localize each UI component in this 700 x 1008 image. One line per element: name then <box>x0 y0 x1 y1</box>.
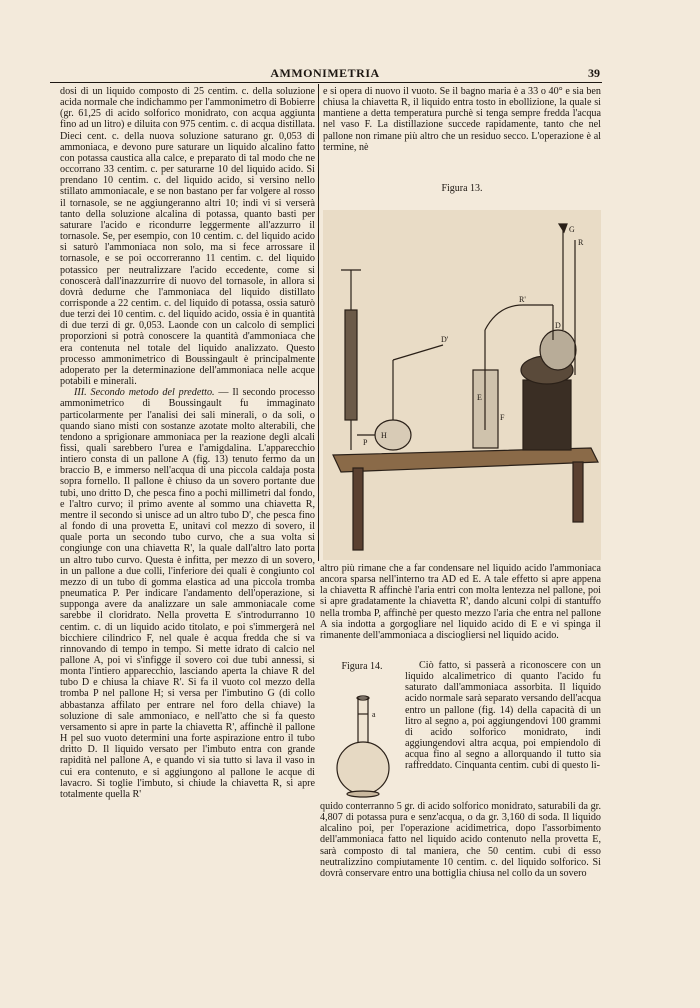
figure-13-caption: Figura 13. <box>441 183 483 194</box>
fig13-label-F: F <box>500 413 505 422</box>
right-paragraph-4: quido conterranno 5 gr. di acido solforico monidrato, saturabili da gr. 4,807 di potassa pura e senz'acqua, o da gr. 3,160 di soda. Il liquido alcalino poi, per l'operazione acidimetrica, dopo l'assorbimento dell'ammoniaca fatto nel liquido acido contenuto nella provetta E, sarà composto di tal maniera, che 50 centim. cubi di esso neutralizzino compiutamente 10 centim. c. del liquido solforico. Si dovrà conservare entro una bottiglia chiusa nel collo da un sovero <box>320 801 601 879</box>
figure-13-apparatus <box>323 210 601 560</box>
fig13-label-E: E <box>477 393 482 402</box>
fig13-label-Dp: D' <box>441 335 449 344</box>
fig13-label-H: H <box>381 431 387 440</box>
section-heading: III. Secondo metodo del predetto. <box>74 387 215 399</box>
left-paragraph-2 <box>60 387 315 800</box>
right-column-middle <box>320 563 601 641</box>
column-divider <box>318 84 319 561</box>
right-column-bottom <box>320 801 601 879</box>
right-column-top <box>323 86 601 153</box>
fig13-label-D: D <box>555 321 561 330</box>
page-number: 39 <box>588 66 600 80</box>
left-paragraph-2-text: — Il secondo processo ammonimetrico di Boussingault fu immaginato particolarmente per l'analisi dei sali minerali, o da soli, o quando siano misti con sostanze azotate molto alterabili, che tendono a sprigionare ammoniaca per la reazione degli alcali fissi, quali sarebbero l'urea e l'amigdalina. L'apparecchio intiero consta di un pallone A (fig. 13) tenuto fermo da un braccio B, e immerso nell'acqua di una piccola caldaja posta sopra fornello. Il pallone è chiuso da un sovero portante due tubi, uno dritto D, che pesca fino a pochi millimetri dal fondo, e l'altro curvo; il primo avente al sommo una chiavetta R, mentre il secondo si unisce ad un altro tubo D', che pesca fino al fondo di una provetta E, unitavi col mezzo di sovero, il quale porta un secondo tubo curvo, che a sua volta si congiunge con una chiavetta R', la quale dall'altro lato porta un altro tubo curvo. Questa è infitta, per mezzo di un sovero, in un pallone a due colli, l'inferiore dei quali è congiunto col mezzo di un tubo di gomma elastica ad una piccola tromba pneumatica P. Per indicare l'andamento dell'operazione, si supponga avere da analizzare un sale ammoniacale come sarebbe il cloridrato. Nella provetta E s'introdurranno 10 centim. c. di un liquido acido titolato, e poi s'immergerà nel bicchiere cilindrico F, nel quale è acqua fredda che si va rinnovando di tempo in tempo. Si mette idrato di calcio nel pallone A, poi vi s'infigge il sovero coi due tubi annessi, si monta l'intiero apparecchio, lasciando aperta la chiave R del tubo D e chiusa la chiave R'. Si fa il vuoto col mezzo della tromba P nel pallone H; si versa per l'imbutino G (di collo abbastanza affilato per entrare nel foro della chiave) la soluzione di sale ammoniaco, e nell'atto che si fa questo versamento si apre in parte la chiavetta R', affinchè il pallone H pel suo vuoto determini una forte aspirazione entro il tubo dritto D. Il liquido versato per l'imbuto entra con grande rapidità nel pallone A, e quando vi sia tutto si lava il vaso in cui era contenuto, e si aggiungono al pallone le acque di lavacro. Si toglie l'imbuto, si chiude la chiavetta R, si apre totalmente quella R' <box>60 387 315 800</box>
fig13-label-Rp: R' <box>519 295 526 304</box>
right-paragraph-2: altro più rimane che a far condensare nel liquido acido l'ammoniaca ancora sparsa nell'interno tra AD ed E. A tale effetto si apre appena la chiavetta R affinchè l'aria entri con molta lentezza nel pallone, poi si apre gradatamente la chiavetta R', dando alcuni colpi di stantuffo nella tromba P, affinchè per questo mezzo l'aria che entra nel pallone A sia indotta a gorgogliare nel liquido acido di E e vi spinga il rimanente dell'ammoniaca a disciogliersi nel liquido acido. <box>320 563 601 641</box>
fig13-label-P: P <box>363 438 368 447</box>
fig13-label-G: G <box>569 225 575 234</box>
left-paragraph-1: dosi di un liquido composto di 25 centim. c. della soluzione acida normale che indichammo per l'ammonimetro di Bobierre (gr. 61,25 di acido solforico monidrato, con acqua aggiunta fino ad un litro) e diluita con 975 centim. c. di acqua distillata. Dieci cent. c. della nuova soluzione saturano gr. 0,053 di ammoniaca, e devono pure saturare un liquido alcalino fatto con potassa caustica alla calce, e preparato di tal modo che ne occorrano 33 centim. c. per saturarne 10 del liquido acido. Si prendano 10 centim. c. del liquido acido, si versino nello stillato ammoniacale, e se non bastano per far volgere al rosso il tornasole, se ne aggiungeranno altri 10; indi vi si verserà tanto della soluzione alcalina di potassa, quanto basti per saturare l'acido e ricondurre leggermente all'azzurro il tornasole. Se, per esempio, con 10 centim. c. del liquido acido si saturò l'ammoniaca non solo, ma si fece arrossare il tornasole, e se poi occorreranno 11 centim. c. del liquido potassico per neutralizzare l'acido eccedente, come si conoscerà dall'inazzurrire di nuovo del tornasole, in allora si dovrà dedurne che l'ammoniaca del liquido distillato corrisponde a 22 centim. c. del liquido di potassa, ossia saturò due terzi dei 10 centim. c. del liquido acido, ossia è in quantità di due terzi di gr. 0,053. Laonde con un calcolo di semplici proporzioni si potrà conoscere la quantità d'ammoniaca che era contenuta nel totale del liquido analizzato. Questo processo ammonimetrico di Boussingault è principalmente adoperato per la determinazione dell'ammoniaca nelle acque potabili e minerali. <box>60 86 315 388</box>
header-title: AMMONIMETRIA <box>270 66 380 80</box>
right-paragraph-3: Ciò fatto, si passerà a riconoscere con un liquido alcalimetrico di quanto l'acido fu saturato dall'ammoniaca assorbita. Il liquido acido normale sarà separato versando dell'acqua entro un pallone (fig. 14) della capacità di un litro al segno a, poi aggiungendovi 100 grammi di acido solforico monidrato, indi aggiungendovi altra acqua, poi empiendolo di acqua fino al segno a allorquando il tutto sia raffreddato. Cinquanta centim. cubi di questo li- <box>405 660 601 772</box>
figure-14-caption: Figura 14. <box>341 661 383 672</box>
right-paragraph-1: e si opera di nuovo il vuoto. Se il bagno maria è a 33 o 40° e sia ben chiusa la chiavetta R, il liquido entra tosto in ebollizione, la quale si mantiene a detta temperatura purchè si tenga sempre fredda l'acqua nel vaso F. La distillazione succede rapidamente, tanto che nel pallone non rimane più altro che un residuo secco. L'operazione è al termine, nè <box>323 86 601 153</box>
figure-14-flask <box>328 690 400 802</box>
left-column <box>60 86 315 800</box>
fig13-label-R: R <box>578 238 584 247</box>
header-rule <box>50 82 602 83</box>
right-column-side-text <box>405 660 601 772</box>
fig14-label-a: a <box>372 710 376 719</box>
running-header <box>50 66 600 82</box>
